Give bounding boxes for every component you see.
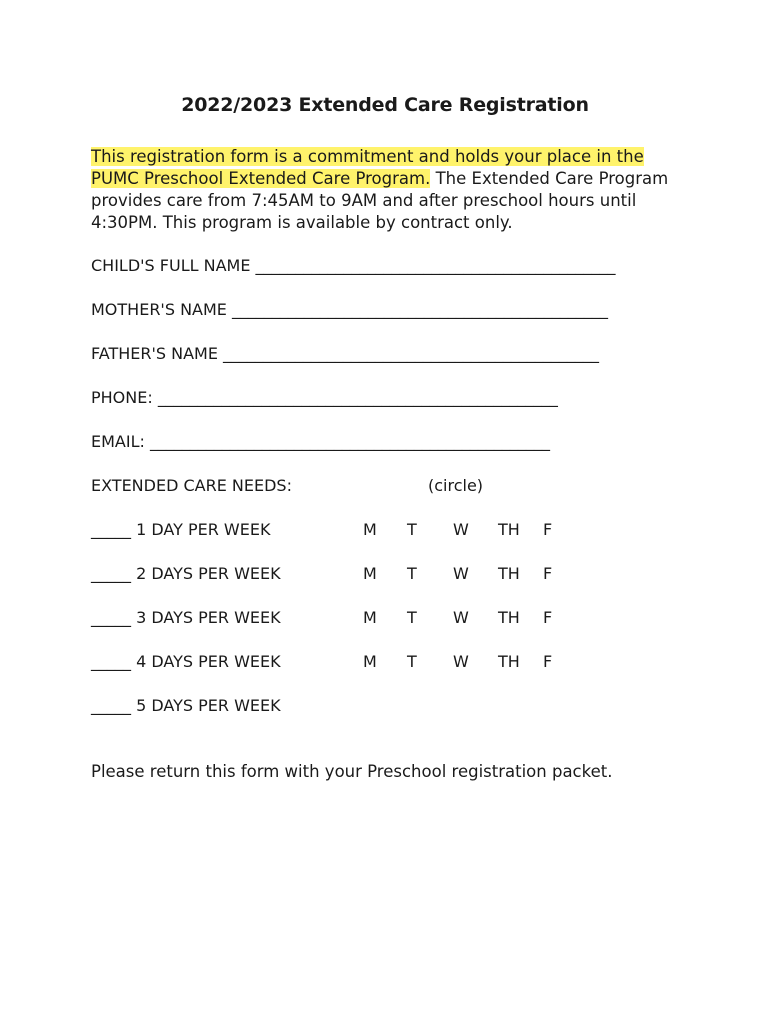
day-wednesday[interactable]: W bbox=[453, 564, 469, 583]
day-wednesday[interactable]: W bbox=[453, 652, 469, 671]
intro-rest-text: The Extended Care Program provides care from 7:45AM to 9AM and after preschool hours until 4:30PM. This program is available by contract only. bbox=[91, 169, 669, 232]
day-thursday[interactable]: TH bbox=[498, 520, 520, 539]
day-wednesday[interactable]: W bbox=[453, 608, 469, 627]
option-row bbox=[91, 696, 691, 718]
extended-care-needs-header bbox=[91, 476, 691, 498]
day-monday[interactable]: M bbox=[363, 564, 377, 583]
option-row bbox=[91, 608, 691, 630]
highlighted-commitment-text: This registration form is a commitment and holds your place in the PUMC Preschool Extended Care Program. bbox=[91, 147, 644, 188]
circle-instruction: (circle) bbox=[428, 476, 484, 495]
extended-care-needs-label: EXTENDED CARE NEEDS: bbox=[91, 476, 292, 495]
option-row bbox=[91, 520, 691, 542]
day-friday[interactable]: F bbox=[543, 564, 553, 583]
day-friday[interactable]: F bbox=[543, 608, 553, 627]
day-tuesday[interactable]: T bbox=[407, 520, 417, 539]
day-tuesday[interactable]: T bbox=[407, 608, 417, 627]
option-label[interactable]: _____ 1 DAY PER WEEK bbox=[91, 520, 271, 539]
option-label[interactable]: _____ 2 DAYS PER WEEK bbox=[91, 564, 281, 583]
day-tuesday[interactable]: T bbox=[407, 652, 417, 671]
day-wednesday[interactable]: W bbox=[453, 520, 469, 539]
option-row bbox=[91, 564, 691, 586]
option-row bbox=[91, 652, 691, 674]
day-friday[interactable]: F bbox=[543, 520, 553, 539]
intro-paragraph bbox=[91, 146, 671, 234]
option-label[interactable]: _____ 5 DAYS PER WEEK bbox=[91, 696, 281, 715]
day-friday[interactable]: F bbox=[543, 652, 553, 671]
form-title: 2022/2023 Extended Care Registration bbox=[181, 94, 589, 116]
mother-name-field[interactable]: MOTHER'S NAME _______________________________________________ bbox=[91, 300, 608, 319]
father-name-field[interactable]: FATHER'S NAME _______________________________________________ bbox=[91, 344, 600, 363]
day-thursday[interactable]: TH bbox=[498, 652, 520, 671]
day-thursday[interactable]: TH bbox=[498, 564, 520, 583]
option-label[interactable]: _____ 3 DAYS PER WEEK bbox=[91, 608, 281, 627]
day-monday[interactable]: M bbox=[363, 608, 377, 627]
option-label[interactable]: _____ 4 DAYS PER WEEK bbox=[91, 652, 281, 671]
day-monday[interactable]: M bbox=[363, 520, 377, 539]
child-name-field[interactable]: CHILD'S FULL NAME _____________________________________________ bbox=[91, 256, 616, 275]
email-field[interactable]: EMAIL: __________________________________________________ bbox=[91, 432, 550, 451]
day-tuesday[interactable]: T bbox=[407, 564, 417, 583]
day-thursday[interactable]: TH bbox=[498, 608, 520, 627]
day-monday[interactable]: M bbox=[363, 652, 377, 671]
return-instructions: Please return this form with your Preschool registration packet. bbox=[91, 762, 613, 781]
phone-field[interactable]: PHONE: __________________________________________________ bbox=[91, 388, 558, 407]
